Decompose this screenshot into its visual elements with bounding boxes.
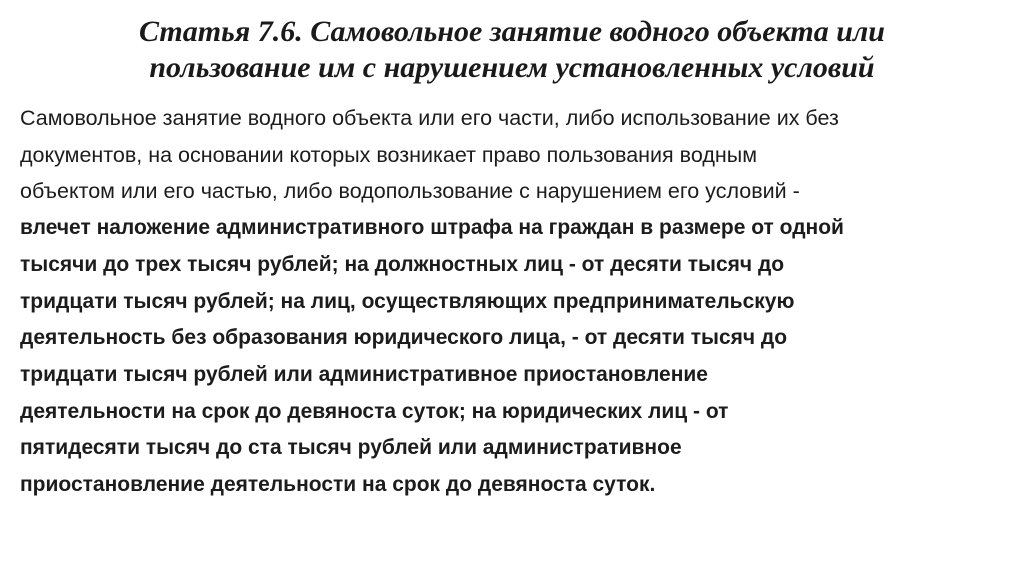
penalty-line-6: деятельности на срок до девяноста суток; на юридических лиц - от	[20, 399, 729, 423]
penalty-line-2: тысячи до трех тысяч рублей; на должностных лиц - от десяти тысяч до	[20, 252, 785, 276]
penalty-line-8: приостановление деятельности на срок до девяноста суток.	[20, 473, 656, 497]
penalty-line-3: тридцати тысяч рублей; на лиц, осуществляющих предпринимательскую	[20, 289, 795, 313]
body-line-1: Самовольное занятие водного объекта или его части, либо использование их без	[20, 106, 839, 130]
body-line-3: объектом или его частью, либо водопользование с нарушением его условий -	[20, 179, 800, 204]
penalty-line-1: влечет наложение административного штрафа на граждан в размере от одной	[20, 216, 844, 240]
article-title-line-2: пользование им с нарушением установленных условий	[149, 51, 875, 84]
penalty-line-7: пятидесяти тысяч до ста тысяч рублей или административное	[20, 436, 682, 460]
penalty-line-5: тридцати тысяч рублей или административное приостановление	[20, 362, 708, 386]
article-body	[20, 100, 1012, 504]
article-title	[0, 14, 1024, 86]
penalty-line-4: деятельность без образования юридического лица, - от десяти тысяч до	[20, 326, 788, 350]
article-title-line-1: Статья 7.6. Самовольное занятие водного объекта или	[138, 15, 885, 48]
body-line-2: документов, на основании которых возникает право пользования водным	[20, 142, 757, 167]
